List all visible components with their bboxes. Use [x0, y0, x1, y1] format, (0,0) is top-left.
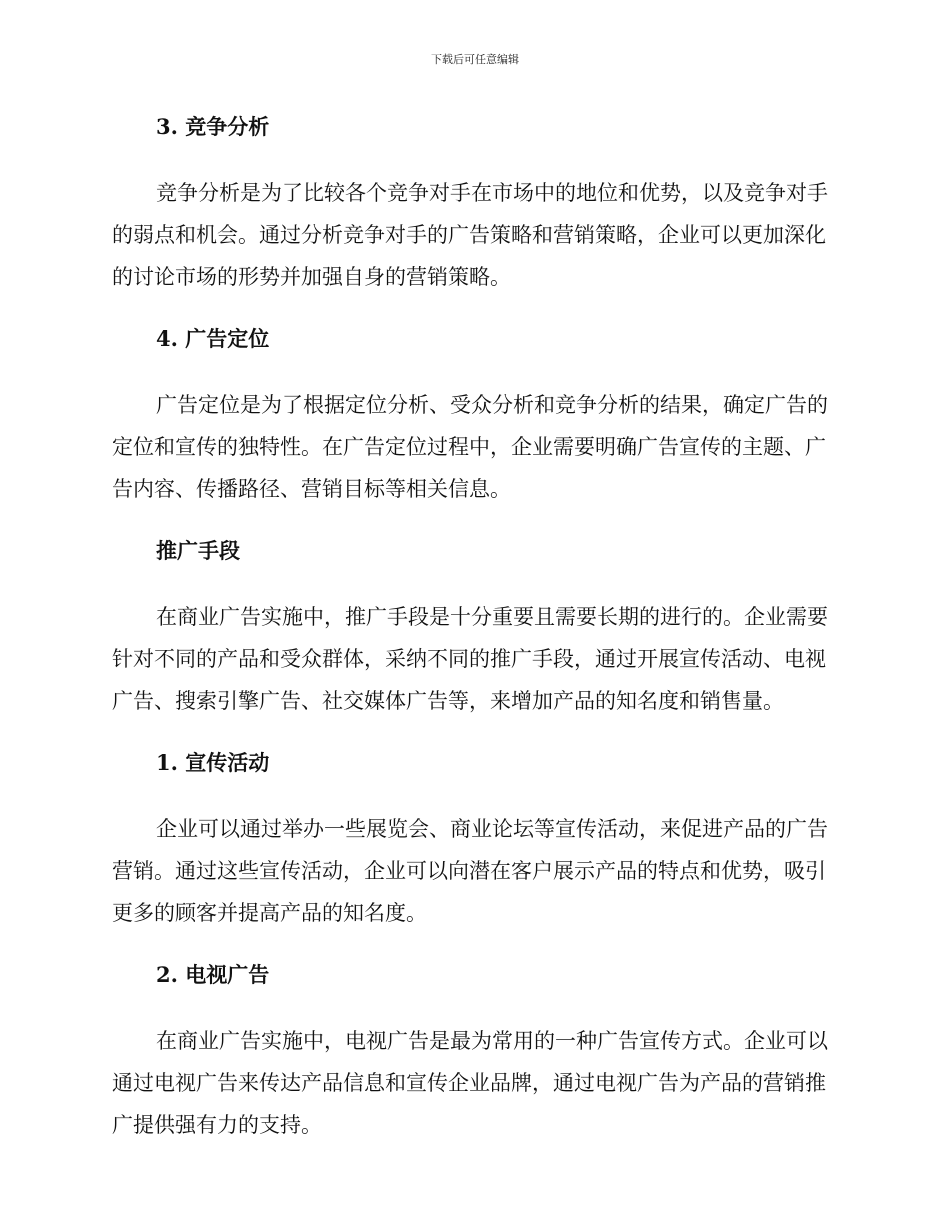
section-heading-competition: 3. 竞争分析 [156, 114, 270, 139]
section-text-promotion: 在商业广告实施中，推广手段是十分重要且需要长期的进行的。企业需要针对不同的产品和受众群体，采纳不同的推广手段，通过开展宣传活动、电视广告、搜索引擎广告、社交媒体广告等，来增加产品的知名度和销售量。 [112, 605, 828, 713]
section-heading-tv: 2. 电视广告 [156, 962, 270, 987]
section-text-competition: 竞争分析是为了比较各个竞争对手在市场中的地位和优势，以及竞争对手的弱点和机会。通过分析竞争对手的广告策略和营销策略，企业可以更加深化的讨论市场的形势并加强自身的营销策略。 [112, 181, 828, 289]
section-heading-positioning: 4. 广告定位 [156, 326, 270, 351]
section-heading-events: 1. 宣传活动 [156, 750, 270, 775]
section-text-tv: 在商业广告实施中，电视广告是最为常用的一种广告宣传方式。企业可以通过电视广告来传达产品信息和宣传企业品牌，通过电视广告为产品的营销推广提供强有力的支持。 [112, 1029, 828, 1137]
section-text-positioning: 广告定位是为了根据定位分析、受众分析和竞争分析的结果，确定广告的定位和宣传的独特性。在广告定位过程中，企业需要明确广告宣传的主题、广告内容、传播路径、营销目标等相关信息。 [112, 393, 828, 501]
section-text-events: 企业可以通过举办一些展览会、商业论坛等宣传活动，来促进产品的广告营销。通过这些宣传活动，企业可以向潜在客户展示产品的特点和优势，吸引更多的顾客并提高产品的知名度。 [112, 817, 828, 925]
section-heading-promotion: 推广手段 [156, 538, 240, 563]
document-body [112, 108, 838, 1168]
page-header: 下载后可任意编辑 [431, 53, 519, 66]
